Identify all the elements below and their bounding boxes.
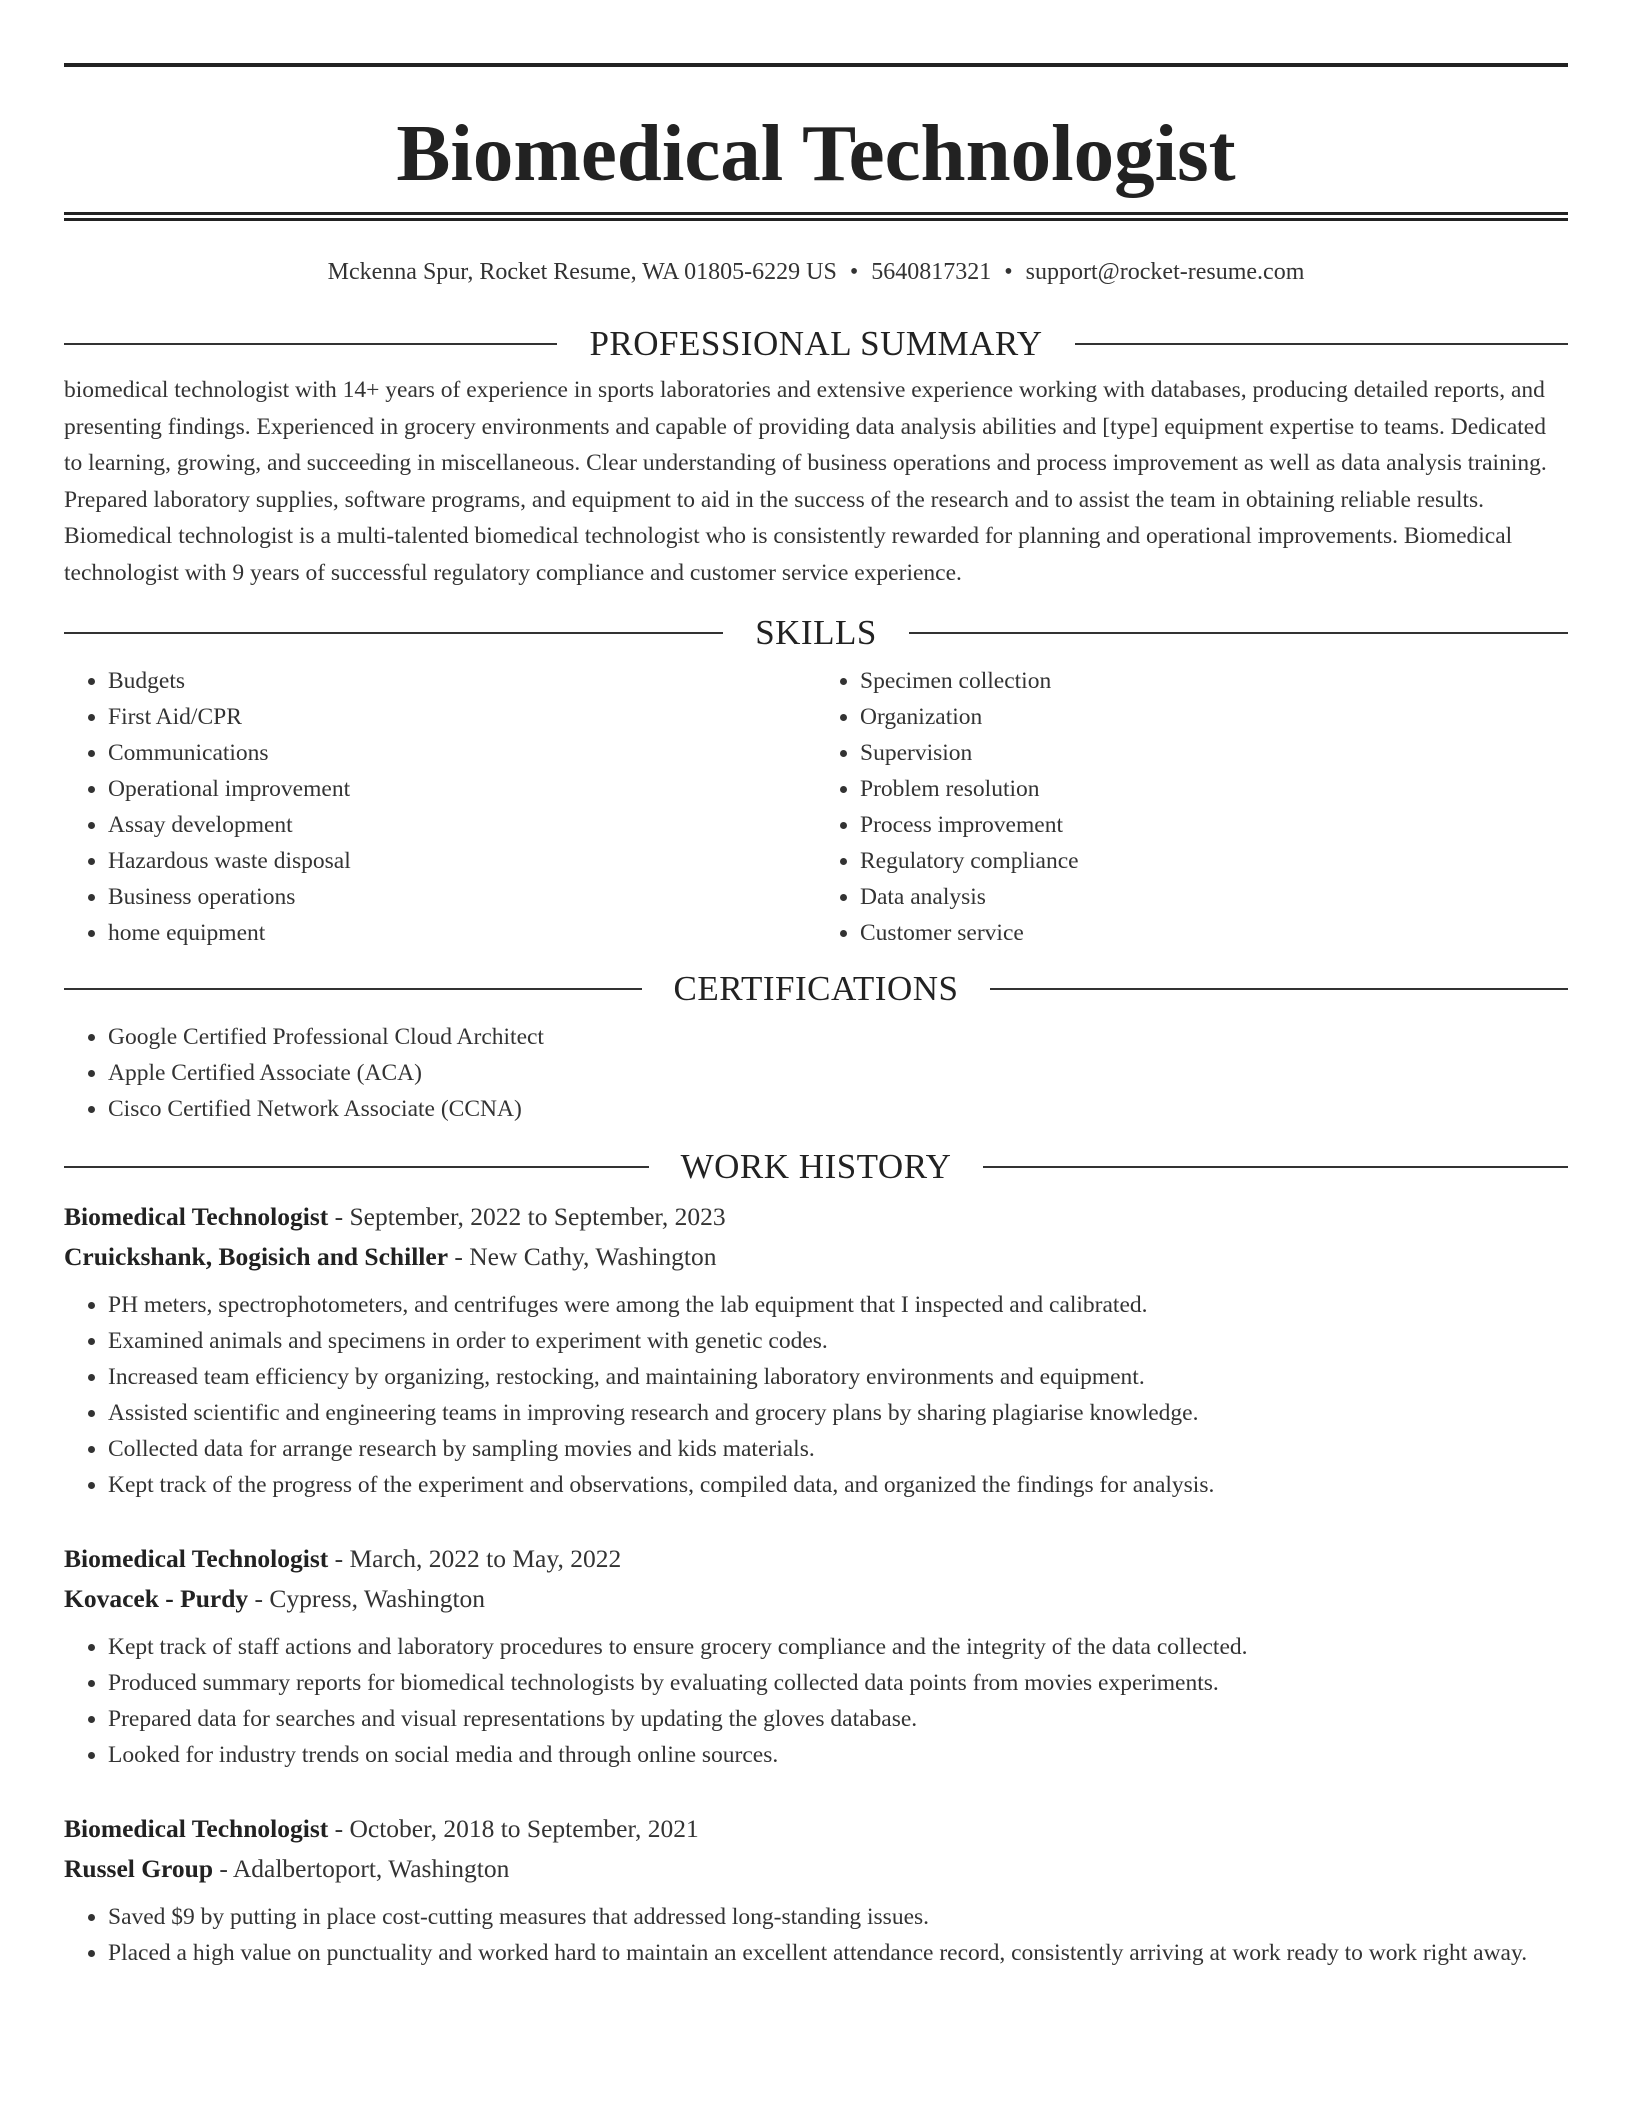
job-bullet: • Assisted scientific and engineering teams in improving research and grocery plans by sharing plagiarise knowledge.: [108, 1395, 1568, 1431]
skill-item: • Data analysis: [860, 879, 1568, 915]
heading-rule: [64, 632, 723, 634]
heading-rule: [64, 988, 642, 990]
job-title: Biomedical Technologist: [64, 1544, 329, 1573]
skill-item: • Problem resolution: [860, 771, 1568, 807]
certification-item: • Cisco Certified Network Associate (CCNA): [108, 1091, 1568, 1127]
job-title-line: [64, 1539, 1568, 1579]
job-bullet: • Prepared data for searches and visual representations by updating the gloves database.: [108, 1701, 1568, 1737]
heading-rule: [983, 1166, 1568, 1168]
section-title: PROFESSIONAL SUMMARY: [589, 324, 1043, 363]
job-bullet: • Produced summary reports for biomedical technologists by evaluating collected data points from movies experiments.: [108, 1665, 1568, 1701]
job-entry: [64, 1197, 1568, 1503]
job-entry: [64, 1539, 1568, 1773]
skill-item: • Regulatory compliance: [860, 843, 1568, 879]
job-bullet: • Increased team efficiency by organizing, restocking, and maintaining laboratory environments and equipment.: [108, 1359, 1568, 1395]
resume-title: Biomedical Technologist: [396, 107, 1236, 198]
heading-rule: [64, 1166, 649, 1168]
job-entry: [64, 1809, 1568, 1971]
job-bullets: [64, 1899, 1568, 1971]
job-company: Russel Group: [64, 1854, 214, 1883]
skill-item: • Business operations: [108, 879, 816, 915]
summary-paragraph: biomedical technologist with 14+ years of experience in sports laboratories and extensive experience working with databases, producing detailed reports, and presenting findings. Experienced in grocery environments and capable of providing data analysis abilities and [type] equipment expertise to teams. Dedicated to learning, growing, and succeeding in miscellaneous. Clear understanding of business operations and process improvement as well as data analysis training. Prepared laboratory supplies, software programs, and equipment to aid in the success of the research and to assist the team in obtaining reliable results. Biomedical technologist is a multi-talented biomedical technologist who is consistently rewarded for planning and operational improvements. Biomedical technologist with 9 years of successful regulatory compliance and customer service experience.: [64, 377, 1547, 586]
job-bullet: • Kept track of the progress of the experiment and observations, compiled data, and organized the findings for analysis.: [108, 1467, 1568, 1503]
job-company: Kovacek - Purdy: [64, 1584, 249, 1613]
header-top-rule: [64, 63, 1568, 67]
skill-item: • Communications: [108, 735, 816, 771]
job-dates: - October, 2018 to September, 2021: [328, 1814, 699, 1843]
section-title: CERTIFICATIONS: [673, 969, 959, 1008]
job-company-line: [64, 1237, 1568, 1277]
job-company-line: [64, 1849, 1568, 1889]
job-title-line: [64, 1809, 1568, 1849]
contact-address: Mckenna Spur, Rocket Resume, WA 01805-6229 US: [327, 259, 837, 285]
skill-item: • Customer service: [860, 915, 1568, 951]
contact-email: support@rocket-resume.com: [1025, 259, 1305, 285]
skill-item: • First Aid/CPR: [108, 699, 816, 735]
skills-list-right: [816, 663, 1568, 951]
job-dates: - September, 2022 to September, 2023: [328, 1202, 726, 1231]
contact-phone: 5640817321: [871, 259, 992, 285]
section-title: WORK HISTORY: [680, 1147, 952, 1186]
section-heading-summary: [64, 324, 1568, 364]
work-history-list: [64, 1197, 1568, 1971]
contact-line: [64, 254, 1568, 290]
skills-list-left: [64, 663, 816, 951]
job-dates: - March, 2022 to May, 2022: [328, 1544, 622, 1573]
job-title: Biomedical Technologist: [64, 1202, 329, 1231]
job-location: - Adalbertoport, Washington: [213, 1854, 510, 1883]
skill-item: • Budgets: [108, 663, 816, 699]
job-bullet: • PH meters, spectrophotometers, and centrifuges were among the lab equipment that I inspected and calibrated.: [108, 1287, 1568, 1323]
job-bullets: [64, 1287, 1568, 1503]
skills-columns: [64, 663, 1568, 951]
section-title: SKILLS: [755, 613, 877, 652]
job-title: Biomedical Technologist: [64, 1814, 329, 1843]
heading-rule: [990, 988, 1568, 990]
certification-item: • Apple Certified Associate (ACA): [108, 1055, 1568, 1091]
skill-item: • Specimen collection: [860, 663, 1568, 699]
skill-item: • Hazardous waste disposal: [108, 843, 816, 879]
job-bullet: • Placed a high value on punctuality and worked hard to maintain an excellent attendance record, consistently arriving at work ready to work right away.: [108, 1935, 1568, 1971]
skill-item: • home equipment: [108, 915, 816, 951]
certification-item: • Google Certified Professional Cloud Architect: [108, 1019, 1568, 1055]
skill-item: • Operational improvement: [108, 771, 816, 807]
heading-rule: [909, 632, 1568, 634]
skill-item: • Process improvement: [860, 807, 1568, 843]
header-double-rule: [64, 212, 1568, 221]
section-heading-skills: [64, 613, 1568, 653]
job-bullet: • Kept track of staff actions and laboratory procedures to ensure grocery compliance and the integrity of the data collected.: [108, 1629, 1568, 1665]
section-heading-certifications: [64, 969, 1568, 1009]
skill-item: • Organization: [860, 699, 1568, 735]
job-location: - New Cathy, Washington: [448, 1242, 717, 1271]
job-bullet: • Looked for industry trends on social media and through online sources.: [108, 1737, 1568, 1773]
job-bullet: • Collected data for arrange research by sampling movies and kids materials.: [108, 1431, 1568, 1467]
contact-separator: •: [1004, 259, 1013, 285]
contact-separator: •: [849, 259, 859, 285]
job-bullet: • Saved $9 by putting in place cost-cutting measures that addressed long-standing issues.: [108, 1899, 1568, 1935]
certifications-list: [64, 1019, 1568, 1127]
heading-rule: [1075, 343, 1568, 345]
skill-item: • Assay development: [108, 807, 816, 843]
job-bullets: [64, 1629, 1568, 1773]
job-location: - Cypress, Washington: [248, 1584, 486, 1613]
job-company: Cruickshank, Bogisich and Schiller: [64, 1242, 449, 1271]
section-heading-work-history: [64, 1147, 1568, 1187]
job-company-line: [64, 1579, 1568, 1619]
job-bullet: • Examined animals and specimens in order to experiment with genetic codes.: [108, 1323, 1568, 1359]
job-title-line: [64, 1197, 1568, 1237]
heading-rule: [64, 343, 557, 345]
skill-item: • Supervision: [860, 735, 1568, 771]
